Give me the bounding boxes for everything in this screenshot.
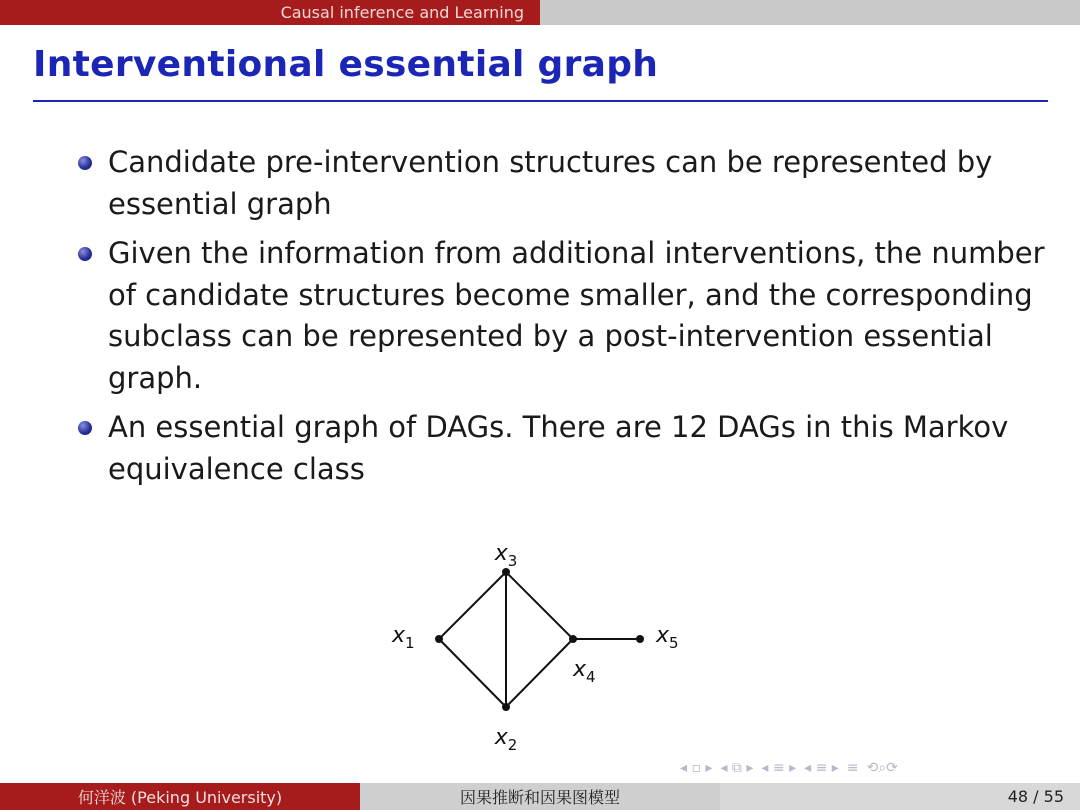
footer-course: 因果推断和因果图模型 (360, 783, 720, 810)
footer-page-number: 48 / 55 (720, 783, 1080, 810)
header-strip (0, 0, 1080, 25)
node-x1 (435, 635, 443, 643)
node-subscript: 2 (507, 736, 518, 754)
header-section-label: Causal inference and Learning (280, 3, 524, 22)
footer-author: 何洋波 (Peking University) (0, 783, 360, 810)
graph-edges (439, 572, 640, 707)
node-x2 (502, 703, 510, 711)
nav-doc-icon[interactable]: ≡ (846, 760, 859, 776)
node-label-x2 (494, 725, 518, 754)
node-subscript: 1 (405, 634, 415, 652)
bullet-item (76, 233, 1056, 399)
nav-search-icon[interactable]: ⟲⌕⟳ (866, 760, 898, 776)
edge-x1-x3 (439, 572, 506, 639)
nav-frame-icon[interactable]: ◂ ⧉ ▸ (720, 760, 754, 776)
nav-first-icon[interactable]: ◂ ▫ ▸ (680, 760, 713, 776)
node-subscript: 4 (586, 668, 596, 686)
nav-subsection-icon[interactable]: ◂ ≡ ▸ (761, 760, 797, 776)
node-x4 (569, 635, 577, 643)
node-label-x5 (655, 623, 679, 652)
bullet-icon (78, 247, 92, 261)
title-rule (33, 100, 1048, 102)
edge-x2-x4 (506, 639, 573, 707)
node-subscript: 3 (507, 552, 518, 570)
bullet-text: Given the information from additional interventions, the number of candidate structures become smaller, and the corresponding subclass can be represented by a post-intervention essential graph. (108, 236, 1045, 395)
bullet-list (76, 142, 1056, 498)
header-section (0, 0, 540, 25)
essential-graph (380, 530, 700, 755)
node-variable: x (573, 657, 587, 682)
node-label-x4 (572, 657, 596, 686)
bullet-icon (78, 421, 92, 435)
header-blank (540, 0, 1080, 25)
edge-x1-x2 (439, 639, 506, 707)
node-variable: x (494, 725, 508, 750)
node-variable: x (392, 623, 406, 648)
node-x5 (636, 635, 644, 643)
nav-section-icon[interactable]: ◂ ≡ ▸ (804, 760, 839, 776)
bullet-text: Candidate pre-intervention structures can be represented by essential graph (108, 145, 993, 221)
edge-x3-x4 (506, 572, 573, 639)
bullet-item (76, 142, 1056, 225)
beamer-navigation[interactable] (680, 757, 1080, 779)
node-subscript: 5 (669, 634, 679, 652)
node-label-x1 (391, 623, 415, 652)
bullet-icon (78, 156, 92, 170)
frame-title: Interventional essential graph (33, 44, 659, 85)
bullet-item (76, 407, 1056, 490)
bullet-text: An essential graph of DAGs. There are 12 DAGs in this Markov equivalence class (108, 410, 1009, 486)
graph-labels (391, 541, 679, 754)
node-label-x3 (494, 541, 518, 570)
node-variable: x (656, 623, 670, 648)
footer-strip (0, 783, 1080, 810)
node-variable: x (494, 541, 508, 566)
